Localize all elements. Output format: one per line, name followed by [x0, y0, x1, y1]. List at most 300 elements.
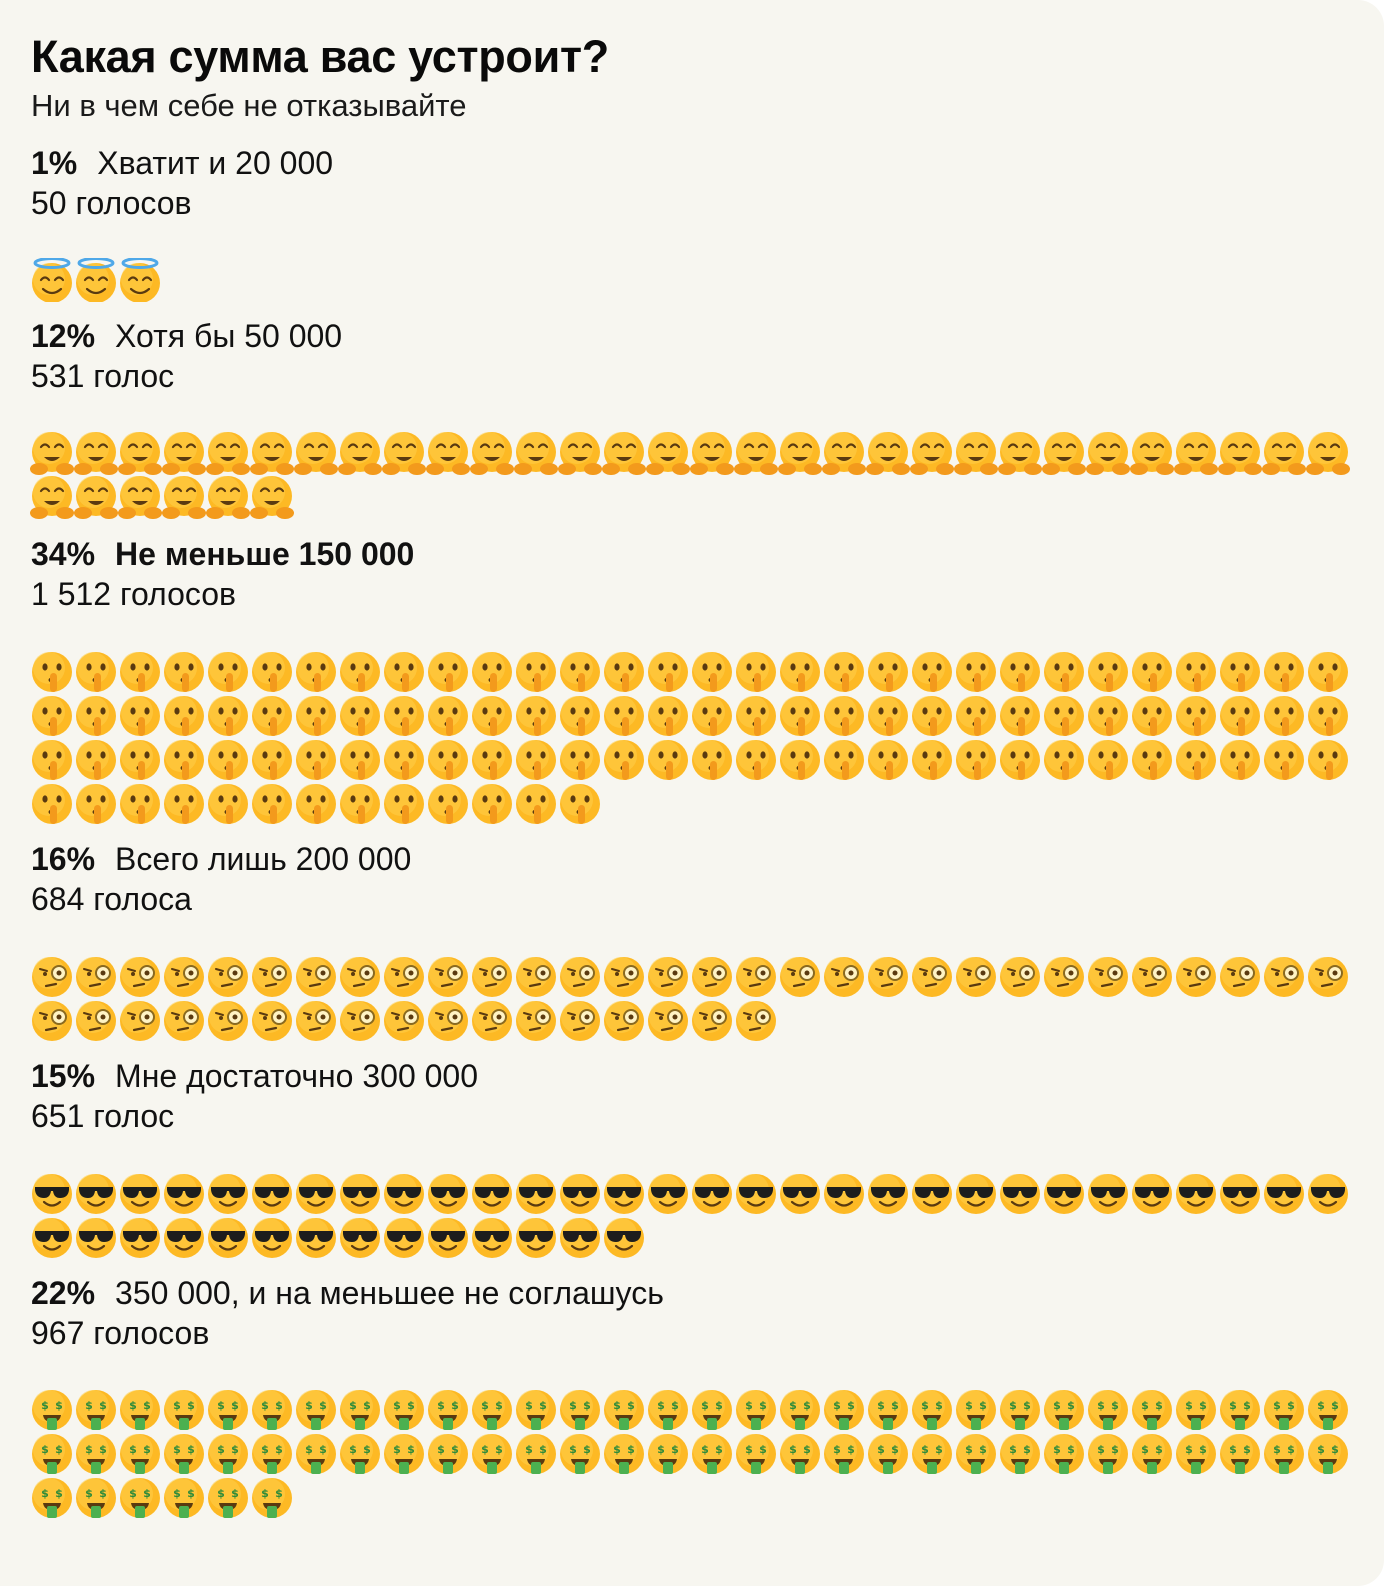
- svg-text:$: $: [1097, 1443, 1105, 1456]
- svg-text:$: $: [1023, 1399, 1031, 1412]
- sunglasses-face-icon: [340, 1218, 380, 1258]
- svg-text:$: $: [261, 1487, 269, 1500]
- svg-text:$: $: [569, 1399, 577, 1412]
- svg-text:$: $: [1273, 1399, 1281, 1412]
- shushing-face-icon: [1088, 696, 1128, 736]
- svg-text:$: $: [745, 1443, 753, 1456]
- option-label: Всего лишь 200 000: [115, 841, 412, 877]
- svg-text:$: $: [1317, 1443, 1325, 1456]
- svg-text:$: $: [1111, 1443, 1119, 1456]
- svg-text:$: $: [701, 1443, 709, 1456]
- money-mouth-face-icon: [1308, 1390, 1348, 1430]
- hugging-face-icon: [382, 432, 426, 475]
- sunglasses-face-icon: [604, 1174, 644, 1214]
- shushing-face-icon: [560, 652, 600, 692]
- sunglasses-face-icon: [340, 1174, 380, 1214]
- shushing-face-icon: [384, 784, 424, 824]
- sunglasses-face-icon: [1220, 1174, 1260, 1214]
- svg-text:$: $: [173, 1443, 181, 1456]
- money-mouth-face-icon: [340, 1390, 380, 1430]
- svg-text:$: $: [55, 1487, 63, 1500]
- option-label: Хотя бы 50 000: [115, 318, 343, 354]
- hugging-face-icon: [1086, 432, 1130, 475]
- shushing-face-icon: [340, 740, 380, 780]
- monocle-face-icon: [208, 1001, 248, 1041]
- svg-text:$: $: [965, 1443, 973, 1456]
- svg-text:$: $: [1097, 1399, 1105, 1412]
- svg-text:$: $: [349, 1399, 357, 1412]
- hugging-face-icon: [162, 476, 206, 519]
- svg-text:$: $: [935, 1399, 943, 1412]
- money-mouth-face-icon: [1088, 1390, 1128, 1430]
- hugging-face-icon: [1042, 432, 1086, 475]
- poll-option: [31, 317, 1361, 395]
- hugging-face-icon: [910, 432, 954, 475]
- shushing-face-icon: [1176, 652, 1216, 692]
- shushing-face-icon: [1176, 696, 1216, 736]
- svg-text:$: $: [539, 1443, 547, 1456]
- hugging-face-icon: [646, 432, 690, 475]
- svg-text:$: $: [55, 1399, 63, 1412]
- shushing-face-icon: [1044, 652, 1084, 692]
- money-mouth-face-icon: [428, 1434, 468, 1474]
- svg-text:$: $: [393, 1399, 401, 1412]
- emoji-row-group: [30, 1388, 1350, 1520]
- svg-text:$: $: [1287, 1443, 1295, 1456]
- shushing-face-icon: [296, 740, 336, 780]
- money-mouth-face-icon: [208, 1390, 248, 1430]
- shushing-face-icon: [76, 696, 116, 736]
- sunglasses-face-icon: [120, 1218, 160, 1258]
- hugging-face-icon: [558, 432, 602, 475]
- shushing-face-icon: [516, 740, 556, 780]
- svg-text:$: $: [1273, 1443, 1281, 1456]
- money-mouth-face-icon: [1000, 1390, 1040, 1430]
- shushing-face-icon: [76, 652, 116, 692]
- svg-text:$: $: [1155, 1443, 1163, 1456]
- money-mouth-face-icon: [604, 1390, 644, 1430]
- shushing-face-icon: [1132, 652, 1172, 692]
- option-header: [31, 840, 1361, 878]
- money-mouth-face-icon: [1044, 1434, 1084, 1474]
- sunglasses-face-icon: [384, 1174, 424, 1214]
- emoji-row-group: [30, 1172, 1350, 1260]
- svg-text:$: $: [1229, 1443, 1237, 1456]
- monocle-face-icon: [560, 957, 600, 997]
- hugging-face-icon: [470, 432, 514, 475]
- monocle-face-icon: [604, 957, 644, 997]
- svg-text:$: $: [437, 1399, 445, 1412]
- svg-text:$: $: [613, 1443, 621, 1456]
- svg-text:$: $: [877, 1399, 885, 1412]
- monocle-face-icon: [648, 957, 688, 997]
- money-mouth-face-icon: [516, 1390, 556, 1430]
- svg-text:$: $: [1243, 1443, 1251, 1456]
- option-percent: 1%: [31, 145, 78, 181]
- shushing-face-icon: [648, 696, 688, 736]
- svg-text:$: $: [1317, 1399, 1325, 1412]
- hugging-face-icon: [778, 432, 822, 475]
- shushing-face-icon: [780, 652, 820, 692]
- sunglasses-face-icon: [1308, 1174, 1348, 1214]
- shushing-face-icon: [120, 696, 160, 736]
- money-mouth-face-icon: [824, 1434, 864, 1474]
- shushing-face-icon: [208, 696, 248, 736]
- sunglasses-face-icon: [692, 1174, 732, 1214]
- shushing-face-icon: [164, 784, 204, 824]
- sunglasses-face-icon: [472, 1174, 512, 1214]
- shushing-face-icon: [516, 784, 556, 824]
- svg-text:$: $: [613, 1399, 621, 1412]
- money-mouth-face-icon: [76, 1478, 116, 1518]
- hugging-face-icon: [514, 432, 558, 475]
- svg-text:$: $: [495, 1399, 503, 1412]
- option-header: [31, 1274, 1361, 1312]
- svg-text:$: $: [1287, 1399, 1295, 1412]
- shushing-face-icon: [76, 784, 116, 824]
- shushing-face-icon: [1044, 696, 1084, 736]
- shushing-face-icon: [1176, 740, 1216, 780]
- shushing-face-icon: [912, 740, 952, 780]
- sunglasses-face-icon: [1044, 1174, 1084, 1214]
- svg-text:$: $: [363, 1443, 371, 1456]
- emoji-row-svg: [30, 955, 1350, 1043]
- monocle-face-icon: [1000, 957, 1040, 997]
- money-mouth-face-icon: [252, 1390, 292, 1430]
- shushing-face-icon: [1044, 740, 1084, 780]
- shushing-face-icon: [120, 740, 160, 780]
- option-votes: 531 голос: [31, 358, 175, 394]
- hugging-face-icon: [1218, 432, 1262, 475]
- shushing-face-icon: [560, 740, 600, 780]
- svg-text:$: $: [261, 1399, 269, 1412]
- option-label: 350 000, и на меньшее не соглашусь: [115, 1275, 664, 1311]
- svg-text:$: $: [99, 1399, 107, 1412]
- svg-text:$: $: [41, 1443, 49, 1456]
- sunglasses-face-icon: [648, 1174, 688, 1214]
- monocle-face-icon: [780, 957, 820, 997]
- money-mouth-face-icon: [384, 1434, 424, 1474]
- svg-text:$: $: [671, 1443, 679, 1456]
- shushing-face-icon: [428, 652, 468, 692]
- shushing-face-icon: [208, 652, 248, 692]
- monocle-face-icon: [32, 1001, 72, 1041]
- monocle-face-icon: [1132, 957, 1172, 997]
- hugging-face-icon: [74, 432, 118, 475]
- monocle-face-icon: [472, 957, 512, 997]
- monocle-face-icon: [164, 957, 204, 997]
- svg-text:$: $: [481, 1443, 489, 1456]
- svg-text:$: $: [319, 1399, 327, 1412]
- emoji-row-svg: [30, 432, 1350, 520]
- option-label: Не меньше 150 000: [115, 536, 415, 572]
- sunglasses-face-icon: [780, 1174, 820, 1214]
- svg-text:$: $: [451, 1443, 459, 1456]
- shushing-face-icon: [1220, 652, 1260, 692]
- shushing-face-icon: [560, 784, 600, 824]
- option-percent: 16%: [31, 841, 96, 877]
- shushing-face-icon: [516, 652, 556, 692]
- shushing-face-icon: [736, 740, 776, 780]
- money-mouth-face-icon: [1132, 1390, 1172, 1430]
- svg-text:$: $: [1067, 1443, 1075, 1456]
- option-header: [31, 1057, 1361, 1095]
- shushing-face-icon: [1264, 696, 1304, 736]
- svg-text:$: $: [803, 1399, 811, 1412]
- svg-text:$: $: [657, 1443, 665, 1456]
- shushing-face-icon: [1000, 652, 1040, 692]
- shushing-face-icon: [340, 696, 380, 736]
- svg-text:$: $: [877, 1443, 885, 1456]
- monocle-face-icon: [120, 957, 160, 997]
- svg-text:$: $: [715, 1399, 723, 1412]
- money-mouth-face-icon: [472, 1434, 512, 1474]
- monocle-face-icon: [296, 957, 336, 997]
- sunglasses-face-icon: [296, 1218, 336, 1258]
- money-mouth-face-icon: [736, 1390, 776, 1430]
- poll-option: [31, 144, 1361, 222]
- sunglasses-face-icon: [32, 1218, 72, 1258]
- monocle-face-icon: [648, 1001, 688, 1041]
- shushing-face-icon: [604, 652, 644, 692]
- svg-text:$: $: [1141, 1399, 1149, 1412]
- svg-text:$: $: [143, 1487, 151, 1500]
- money-mouth-face-icon: [120, 1478, 160, 1518]
- shushing-face-icon: [208, 740, 248, 780]
- option-header: [31, 535, 1361, 573]
- shushing-face-icon: [692, 696, 732, 736]
- monocle-face-icon: [340, 1001, 380, 1041]
- svg-text:$: $: [173, 1399, 181, 1412]
- shushing-face-icon: [824, 696, 864, 736]
- shushing-face-icon: [868, 696, 908, 736]
- svg-text:$: $: [261, 1443, 269, 1456]
- money-mouth-face-icon: [868, 1390, 908, 1430]
- sunglasses-face-icon: [516, 1174, 556, 1214]
- hugging-face-icon: [30, 432, 74, 475]
- svg-text:$: $: [1185, 1399, 1193, 1412]
- money-mouth-face-icon: [648, 1434, 688, 1474]
- svg-text:$: $: [891, 1443, 899, 1456]
- hugging-face-icon: [690, 432, 734, 475]
- money-mouth-face-icon: [648, 1390, 688, 1430]
- sunglasses-face-icon: [208, 1174, 248, 1214]
- monocle-face-icon: [252, 957, 292, 997]
- svg-text:$: $: [319, 1443, 327, 1456]
- option-percent: 15%: [31, 1058, 96, 1094]
- money-mouth-face-icon: [736, 1434, 776, 1474]
- poll-option: [31, 1274, 1361, 1352]
- svg-text:$: $: [143, 1443, 151, 1456]
- money-mouth-face-icon: [868, 1434, 908, 1474]
- svg-text:$: $: [789, 1399, 797, 1412]
- shushing-face-icon: [32, 784, 72, 824]
- emoji-row-group: [30, 432, 1350, 520]
- money-mouth-face-icon: [208, 1478, 248, 1518]
- svg-text:$: $: [1023, 1443, 1031, 1456]
- shushing-face-icon: [780, 696, 820, 736]
- shushing-face-icon: [692, 740, 732, 780]
- svg-text:$: $: [393, 1443, 401, 1456]
- hugging-face-icon: [250, 432, 294, 475]
- sunglasses-face-icon: [76, 1218, 116, 1258]
- svg-text:$: $: [1009, 1443, 1017, 1456]
- shushing-face-icon: [32, 652, 72, 692]
- sunglasses-face-icon: [428, 1218, 468, 1258]
- svg-text:$: $: [1067, 1399, 1075, 1412]
- svg-text:$: $: [41, 1399, 49, 1412]
- shushing-face-icon: [252, 652, 292, 692]
- monocle-face-icon: [692, 1001, 732, 1041]
- sunglasses-face-icon: [560, 1174, 600, 1214]
- shushing-face-icon: [428, 784, 468, 824]
- shushing-face-icon: [472, 740, 512, 780]
- money-mouth-face-icon: [208, 1434, 248, 1474]
- shushing-face-icon: [868, 652, 908, 692]
- shushing-face-icon: [1264, 740, 1304, 780]
- sunglasses-face-icon: [1264, 1174, 1304, 1214]
- svg-text:$: $: [231, 1443, 239, 1456]
- shushing-face-icon: [956, 696, 996, 736]
- hugging-face-icon: [250, 476, 294, 519]
- monocle-face-icon: [692, 957, 732, 997]
- shushing-face-icon: [1264, 652, 1304, 692]
- svg-text:$: $: [979, 1399, 987, 1412]
- svg-text:$: $: [1331, 1443, 1339, 1456]
- money-mouth-face-icon: [164, 1390, 204, 1430]
- svg-text:$: $: [627, 1443, 635, 1456]
- shushing-face-icon: [472, 696, 512, 736]
- svg-text:$: $: [187, 1487, 195, 1500]
- monocle-face-icon: [516, 1001, 556, 1041]
- emoji-row-svg: [30, 1172, 1350, 1260]
- svg-text:$: $: [1155, 1399, 1163, 1412]
- hugging-face-icon: [602, 432, 646, 475]
- hugging-face-icon: [1306, 432, 1350, 475]
- hugging-face-icon: [294, 432, 338, 475]
- sunglasses-face-icon: [1088, 1174, 1128, 1214]
- money-mouth-face-icon: [692, 1434, 732, 1474]
- shushing-face-icon: [780, 740, 820, 780]
- shushing-face-icon: [692, 652, 732, 692]
- shushing-face-icon: [1132, 740, 1172, 780]
- money-mouth-face-icon: [252, 1478, 292, 1518]
- sunglasses-face-icon: [76, 1174, 116, 1214]
- poll-option: [31, 1057, 1361, 1135]
- money-mouth-face-icon: [164, 1434, 204, 1474]
- halo-smile-icon: [76, 259, 116, 303]
- money-mouth-face-icon: [32, 1434, 72, 1474]
- shushing-face-icon: [648, 740, 688, 780]
- shushing-face-icon: [472, 652, 512, 692]
- shushing-face-icon: [604, 740, 644, 780]
- emoji-row-svg: [30, 650, 1350, 826]
- svg-text:$: $: [173, 1487, 181, 1500]
- svg-text:$: $: [231, 1487, 239, 1500]
- shushing-face-icon: [1088, 652, 1128, 692]
- monocle-face-icon: [1176, 957, 1216, 997]
- monocle-face-icon: [428, 1001, 468, 1041]
- monocle-face-icon: [516, 957, 556, 997]
- shushing-face-icon: [1088, 740, 1128, 780]
- svg-text:$: $: [129, 1443, 137, 1456]
- svg-text:$: $: [187, 1399, 195, 1412]
- svg-text:$: $: [525, 1443, 533, 1456]
- shushing-face-icon: [428, 740, 468, 780]
- monocle-face-icon: [736, 957, 776, 997]
- svg-text:$: $: [525, 1399, 533, 1412]
- shushing-face-icon: [912, 696, 952, 736]
- svg-text:$: $: [847, 1399, 855, 1412]
- shushing-face-icon: [1308, 696, 1348, 736]
- hugging-face-icon: [338, 432, 382, 475]
- hugging-face-icon: [734, 432, 778, 475]
- monocle-face-icon: [296, 1001, 336, 1041]
- money-mouth-face-icon: [780, 1434, 820, 1474]
- money-mouth-face-icon: [1220, 1390, 1260, 1430]
- hugging-face-icon: [118, 476, 162, 519]
- shushing-face-icon: [76, 740, 116, 780]
- monocle-face-icon: [76, 957, 116, 997]
- svg-text:$: $: [1199, 1399, 1207, 1412]
- money-mouth-face-icon: [1220, 1434, 1260, 1474]
- money-mouth-face-icon: [32, 1478, 72, 1518]
- svg-text:$: $: [481, 1399, 489, 1412]
- svg-text:$: $: [583, 1443, 591, 1456]
- shushing-face-icon: [296, 652, 336, 692]
- shushing-face-icon: [384, 696, 424, 736]
- money-mouth-face-icon: [1088, 1434, 1128, 1474]
- svg-text:$: $: [85, 1399, 93, 1412]
- shushing-face-icon: [340, 784, 380, 824]
- sunglasses-face-icon: [208, 1218, 248, 1258]
- shushing-face-icon: [824, 740, 864, 780]
- option-votes: 651 голос: [31, 1098, 175, 1134]
- money-mouth-face-icon: [692, 1390, 732, 1430]
- money-mouth-face-icon: [1044, 1390, 1084, 1430]
- sunglasses-face-icon: [252, 1174, 292, 1214]
- shushing-face-icon: [120, 652, 160, 692]
- shushing-face-icon: [1308, 652, 1348, 692]
- monocle-face-icon: [560, 1001, 600, 1041]
- svg-text:$: $: [349, 1443, 357, 1456]
- money-mouth-face-icon: [604, 1434, 644, 1474]
- shushing-face-icon: [32, 696, 72, 736]
- shushing-face-icon: [252, 696, 292, 736]
- svg-text:$: $: [789, 1443, 797, 1456]
- halo-smile-icon: [32, 259, 72, 303]
- svg-text:$: $: [701, 1399, 709, 1412]
- hugging-face-icon: [1262, 432, 1306, 475]
- money-mouth-face-icon: [1176, 1390, 1216, 1430]
- shushing-face-icon: [648, 652, 688, 692]
- emoji-row-svg: [30, 258, 1350, 302]
- sunglasses-face-icon: [296, 1174, 336, 1214]
- option-header: [31, 144, 1361, 182]
- sunglasses-face-icon: [252, 1218, 292, 1258]
- sunglasses-face-icon: [1000, 1174, 1040, 1214]
- shushing-face-icon: [824, 652, 864, 692]
- emoji-row-group: [30, 650, 1350, 826]
- monocle-face-icon: [164, 1001, 204, 1041]
- monocle-face-icon: [340, 957, 380, 997]
- money-mouth-face-icon: [428, 1390, 468, 1430]
- money-mouth-face-icon: [1176, 1434, 1216, 1474]
- hugging-face-icon: [162, 432, 206, 475]
- shushing-face-icon: [956, 652, 996, 692]
- sunglasses-face-icon: [164, 1218, 204, 1258]
- money-mouth-face-icon: [912, 1434, 952, 1474]
